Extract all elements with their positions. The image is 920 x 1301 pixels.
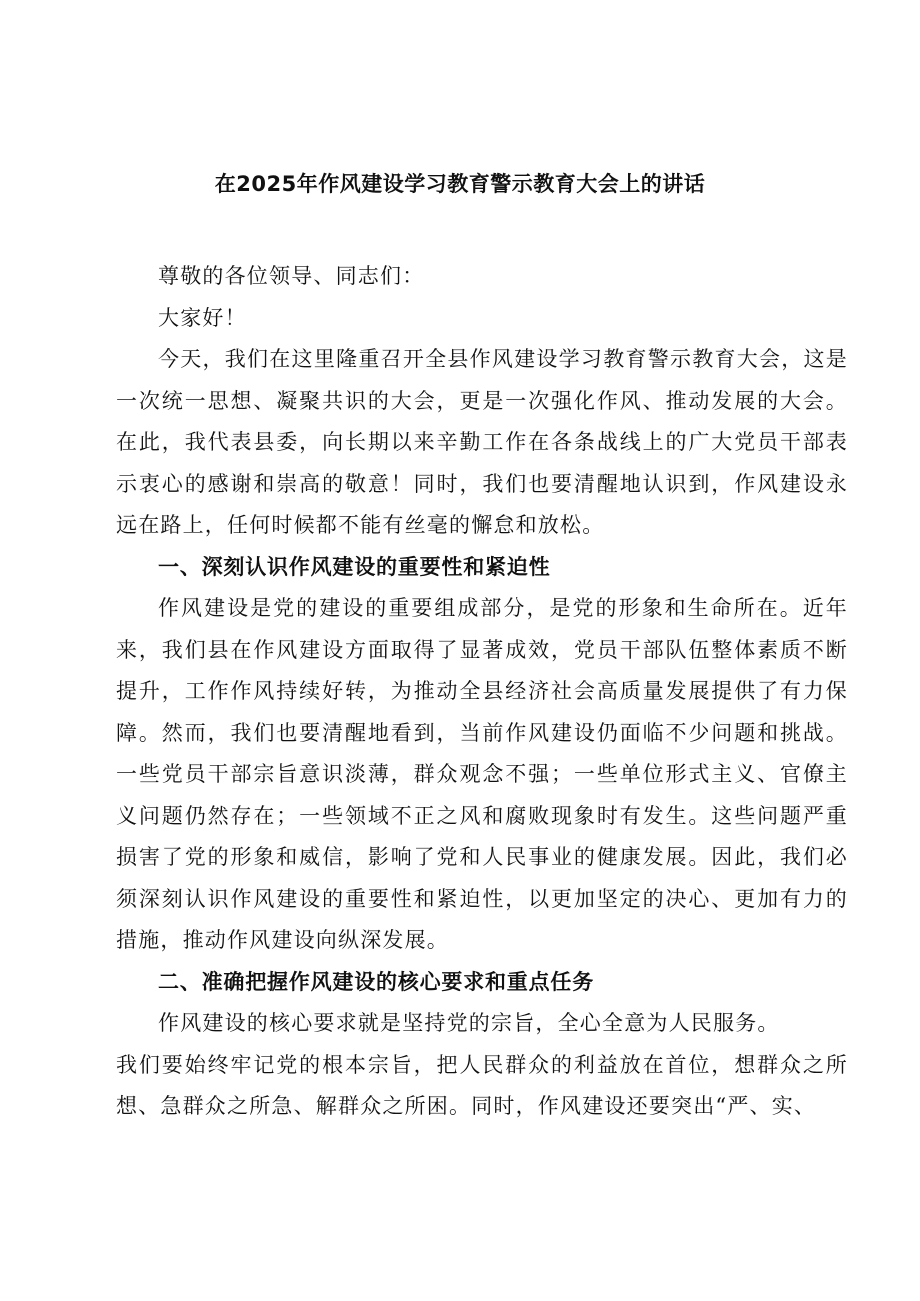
paragraph-intro: 今天，我们在这里隆重召开全县作风建设学习教育警示教育大会，这是一次统一思想、凝聚共识的大会，更是一次强化作风、推动发展的大会。在此，我代表县委，向长期以来辛勤工作在各条战线上的广大党员干部表示衷心的感谢和崇高的敬意！同时，我们也要清醒地认识到，作风建设永远在路上，任何时候都不能有丝毫的懈怠和放松。 xyxy=(116,347,848,537)
paragraph-section-2-lead: 作风建设的核心要求就是坚持党的宗旨，全心全意为人民服务。 xyxy=(158,1011,780,1035)
section-heading-2: 二、准确把握作风建设的核心要求和重点任务 xyxy=(158,969,594,994)
greeting: 尊敬的各位领导、同志们： xyxy=(158,264,425,288)
paragraph-section-1: 作风建设是党的建设的重要组成部分，是党的形象和生命所在。近年来，我们县在作风建设方面取得了显著成效，党员干部队伍整体素质不断提升，工作作风持续好转，为推动全县经济社会高质量发展提供了有力保障。然而，我们也要清醒地看到，当前作风建设仍面临不少问题和挑战。一些党员干部宗旨意识淡薄，群众观念不强；一些单位形式主义、官僚主义问题仍然存在；一些领域不正之风和腐败现象时有发生。这些问题严重损害了党的形象和威信，影响了党和人民事业的健康发展。因此，我们必须深刻认识作风建设的重要性和紧迫性，以更加坚定的决心、更加有力的措施，推动作风建设向纵深发展。 xyxy=(116,596,848,952)
page-title: 在2025年作风建设学习教育警示教育大会上的讲话 xyxy=(214,172,706,196)
section-heading-1: 一、深刻认识作风建设的重要性和紧迫性 xyxy=(158,554,551,579)
document-body xyxy=(116,256,848,1128)
salutation: 大家好！ xyxy=(158,305,247,330)
paragraph-section-2-body: 我们要始终牢记党的根本宗旨，把人民群众的利益放在首位，想群众之所想、急群众之所急、解群众之所困。同时，作风建设还要突出“严、实、 xyxy=(116,1052,848,1118)
